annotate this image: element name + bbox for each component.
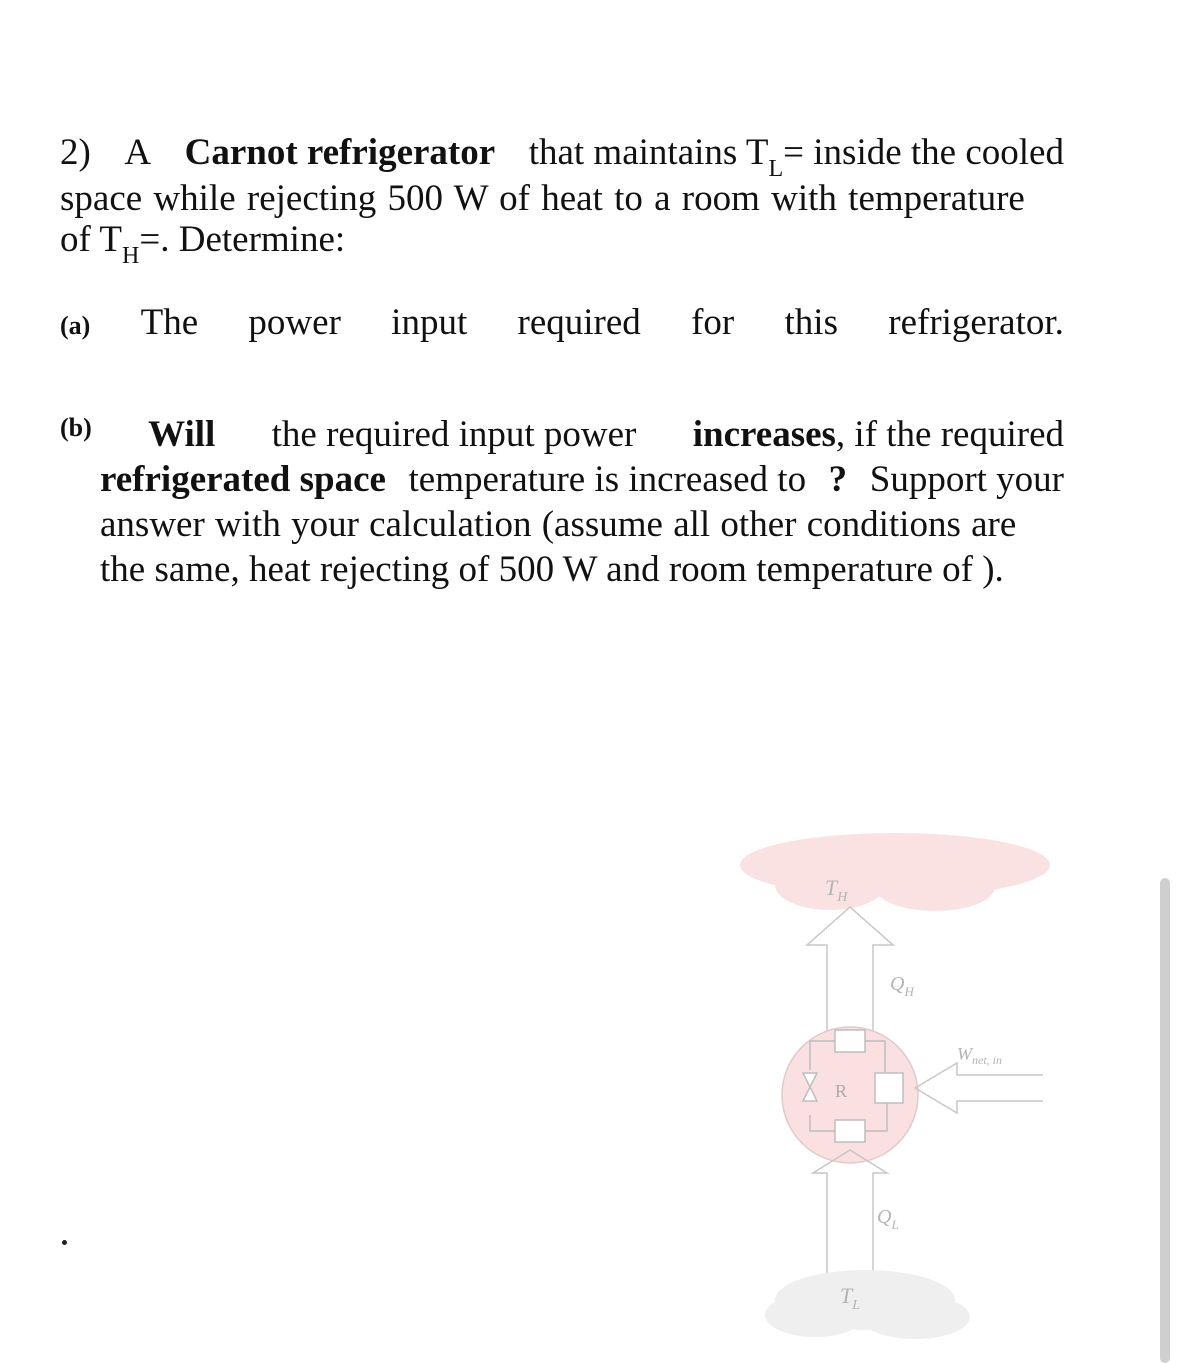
label-R: R <box>835 1081 848 1101</box>
refrigerator-diagram-svg <box>735 825 1055 1345</box>
question-text-d: of T <box>60 218 123 260</box>
question-number: 2) <box>60 132 91 173</box>
part-b-increases-group <box>693 412 1064 457</box>
question-text-b-group <box>528 130 1064 182</box>
question-text-b: that maintains T <box>528 132 769 173</box>
part-b-line-4 <box>60 547 1064 592</box>
label-W: $W_{net, in}$ <box>957 1044 1002 1067</box>
part-a-word: required <box>517 302 641 343</box>
part-b-bold-will: Will <box>148 414 216 455</box>
question-text-e: =. Determine: <box>139 218 346 260</box>
part-b-line-1 <box>60 412 1064 457</box>
refrigerator-diagram <box>735 825 1055 1345</box>
label-TL: $T_L$ <box>840 1283 861 1313</box>
QH-arrow <box>807 907 893 1033</box>
question-line-2 <box>60 176 1064 222</box>
cold-reservoir-cloud <box>765 1270 970 1339</box>
part-a-word: for <box>691 302 735 343</box>
part-b-bold-question: ? <box>828 459 848 501</box>
part-a-word: this <box>784 302 838 343</box>
question-text-a: A <box>124 132 152 173</box>
part-a-tag: (a) <box>60 311 91 340</box>
subscript-L: L <box>768 156 784 182</box>
label-QH: $Q_H$ <box>890 973 914 999</box>
part-b-bold-space: refrigerated space <box>100 459 386 501</box>
part-b-line-3 <box>60 502 1064 547</box>
scrollbar[interactable] <box>1160 878 1170 1363</box>
part-b-line-4-text: the same, heat rejecting of 500 W and room temperature of ). <box>100 549 1004 591</box>
subscript-H: H <box>122 242 140 269</box>
part-a <box>60 300 1064 346</box>
part-b-line-2 <box>60 457 1064 502</box>
question-line-2-text: space while rejecting 500 W of heat to a room with temperature <box>60 178 1025 220</box>
part-b-bold-increases: increases <box>692 414 836 455</box>
part-a-word: power <box>248 302 341 343</box>
question-text <box>60 130 1064 269</box>
part-b-line-3-text: answer with your calculation (assume all other conditions are <box>100 504 1017 546</box>
part-b-text-4: Support your <box>869 459 1064 501</box>
W-arrow <box>915 1063 1043 1113</box>
label-TH: $T_H$ <box>825 875 848 905</box>
question-bold-carnot: Carnot refrigerator <box>184 132 496 173</box>
question-line-1 <box>60 130 1064 182</box>
part-b-text-2: , if the required <box>835 414 1064 455</box>
part-b <box>60 412 1064 593</box>
part-b-text-3: temperature is increased to <box>408 459 807 501</box>
part-a-word: input <box>391 302 468 343</box>
part-b-tag: (b) <box>60 413 92 442</box>
part-a-word: The <box>140 302 199 343</box>
hot-reservoir-cloud <box>740 833 1050 911</box>
label-QL: $Q_L$ <box>877 1206 899 1232</box>
part-b-text-1: the required input power <box>271 414 637 455</box>
part-a-word: refrigerator. <box>888 302 1064 343</box>
bullet-dot <box>62 1240 67 1245</box>
question-text-c: = inside the cooled <box>783 132 1064 173</box>
QL-arrow <box>813 1150 887 1280</box>
question-line-3 <box>60 217 1064 269</box>
